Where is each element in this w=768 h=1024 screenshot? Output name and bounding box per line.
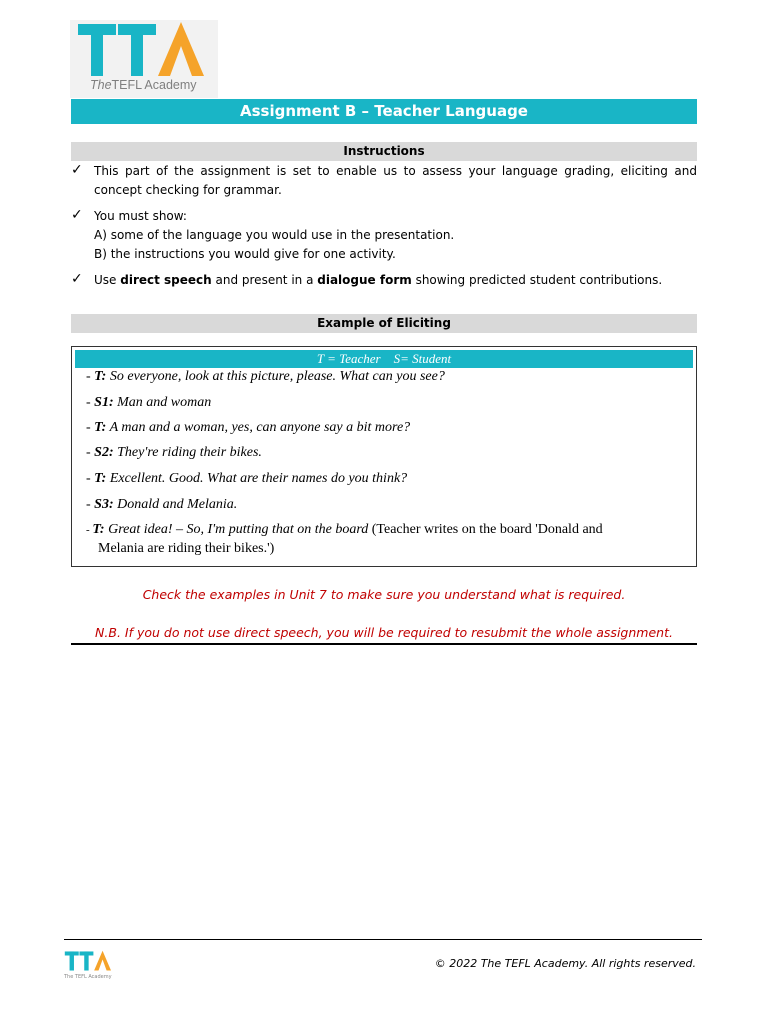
nb-note: N.B. If you do not use direct speech, you will be required to resubmit the whole assignment. (95, 625, 673, 640)
dialogue-line: - S2: They're riding their bikes. (86, 445, 262, 460)
logo-subtitle: TheTEFL Academy (90, 78, 197, 92)
dialogue-line: - T: Excellent. Good. What are their names do you think? (86, 471, 408, 486)
check-examples-note: Check the examples in Unit 7 to make sure you understand what is required. (142, 587, 626, 602)
checkmark-icon: ✓ (71, 207, 83, 223)
page-title: Assignment B – Teacher Language (71, 99, 697, 124)
footer-logo-subtitle: The TEFL Academy (64, 974, 112, 980)
dialogue-line-continuation: Melania are riding their bikes.') (98, 541, 275, 556)
legend-bar: T = Teacher S= Student (75, 350, 693, 368)
instruction-item-2: You must show: A) some of the language you would use in the presentation. B) the instructions you would give for one activity. (94, 209, 455, 261)
tta-logo-small-icon (64, 950, 114, 972)
instruction-item-1: This part of the assignment is set to enable us to assess your language grading, eliciting and concept checking for grammar. (94, 164, 697, 197)
checkmark-icon: ✓ (71, 162, 83, 178)
dialogue-line: - T: So everyone, look at this picture, please. What can you see? (86, 369, 445, 384)
section-divider (71, 643, 697, 645)
copyright-text: © 2022 The TEFL Academy. All rights reserved. (434, 957, 696, 970)
example-dialogue-box (71, 346, 697, 567)
checkmark-icon: ✓ (71, 271, 83, 287)
footer-divider (64, 939, 702, 940)
instruction-item-3: Use direct speech and present in a dialogue form showing predicted student contributions. (94, 273, 663, 287)
tta-logo-icon (78, 20, 210, 80)
footer-logo (64, 950, 114, 980)
dialogue-line: - S3: Donald and Melania. (86, 497, 238, 512)
dialogue-line: - T: Great idea! – So, I'm putting that on the board (Teacher writes on the board 'Donald and (86, 522, 603, 537)
dialogue-line: - S1: Man and woman (86, 395, 212, 410)
tefl-academy-logo (70, 20, 218, 98)
instructions-heading: Instructions (71, 142, 697, 161)
dialogue-line: - T: A man and a woman, yes, can anyone say a bit more? (86, 420, 411, 435)
example-heading: Example of Eliciting (71, 314, 697, 333)
